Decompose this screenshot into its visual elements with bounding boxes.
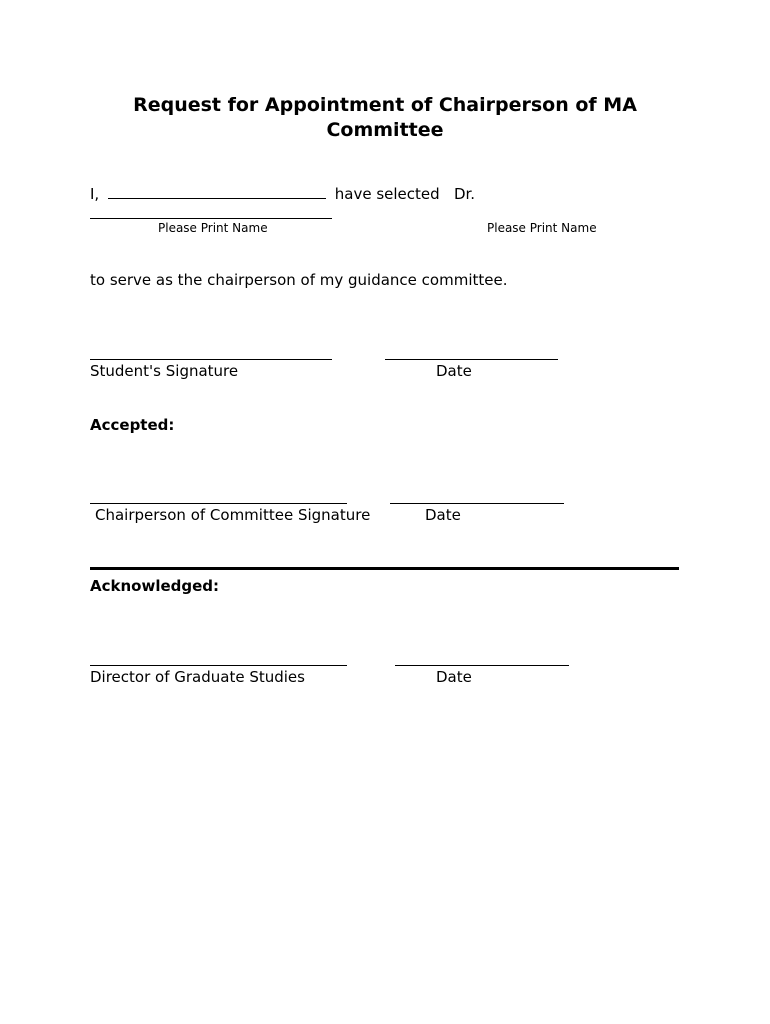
chairperson-signature-field[interactable] — [90, 503, 347, 504]
accepted-heading: Accepted: — [90, 416, 175, 434]
director-signature-label: Director of Graduate Studies — [90, 668, 305, 686]
director-date-field[interactable] — [395, 665, 569, 666]
chairperson-date-field[interactable] — [390, 503, 564, 504]
intro-dr: Dr. — [453, 185, 476, 203]
director-date-label: Date — [436, 668, 472, 686]
student-name-hint: Please Print Name — [158, 221, 268, 235]
acknowledged-heading: Acknowledged: — [90, 577, 220, 595]
intro-line — [90, 184, 475, 203]
section-divider — [90, 567, 679, 570]
chairperson-name-hint: Please Print Name — [487, 221, 597, 235]
form-title-line-1: Request for Appointment of Chairperson of MA — [133, 94, 637, 116]
student-name-field[interactable] — [108, 184, 326, 199]
intro-prefix: I, — [90, 185, 100, 203]
director-signature-field[interactable] — [90, 665, 347, 666]
chairperson-date-label: Date — [425, 506, 461, 524]
student-signature-field[interactable] — [90, 359, 332, 360]
chairperson-signature-label: Chairperson of Committee Signature — [95, 506, 371, 524]
student-signature-label: Student's Signature — [90, 362, 239, 380]
serve-sentence: to serve as the chairperson of my guidance committee. — [90, 271, 508, 289]
intro-middle: have selected — [334, 185, 440, 203]
form-title-line-2: Committee — [326, 119, 444, 141]
student-date-label: Date — [436, 362, 472, 380]
student-date-field[interactable] — [385, 359, 558, 360]
chairperson-name-field[interactable] — [90, 218, 332, 219]
